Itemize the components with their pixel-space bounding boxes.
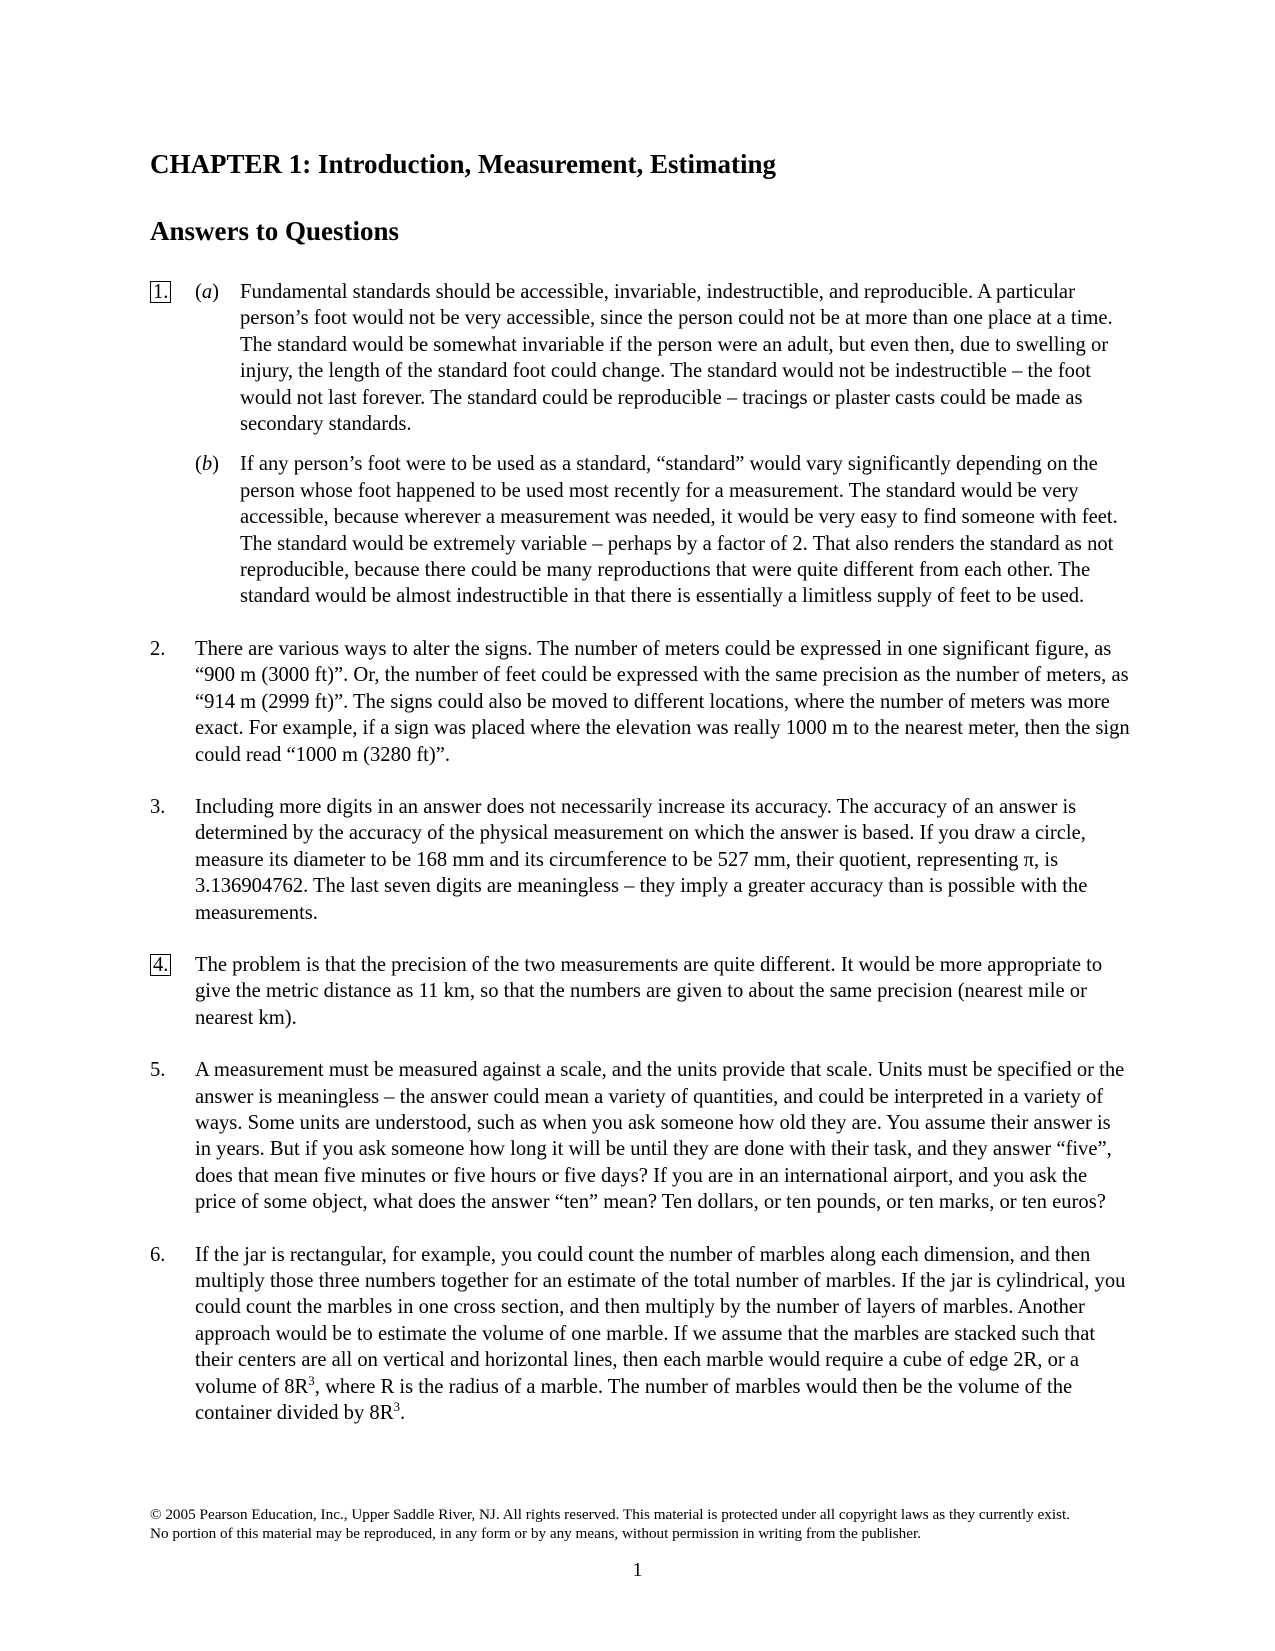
copyright-footer: © 2005 Pearson Education, Inc., Upper Saddle River, NJ. All rights reserved. This material is protected under all copyright laws as they currently exist. No portion of this material may be reproduced, in any form or by any means, without permission in writing from the publisher. — [150, 1506, 1070, 1543]
question-text: Including more digits in an answer does not necessarily increase its accuracy. The accuracy of an answer is determined by the accuracy of the physical measurement on which the answer is based. If you draw a circle, measure its diameter to be 168 mm and its circumference to be 527 mm, their quotient, representing π, is 3.136904762. The last seven digits are meaningless – they imply a greater accuracy than is possible with the measurements. — [195, 795, 1088, 924]
question-text: A measurement must be measured against a scale, and the units provide that scale. Units must be specified or the answer is meaningless – the answer could mean a variety of quantities, and could be interpreted in a variety of ways. Some units are understood, such as when you ask someone how old they are. You assume their answer is in years. But if you ask someone how long it will be until they are done with their task, and they answer “five”, does that mean five minutes or five hours or five days? If you are in an international airport, and you ask the price of some object, what does the answer “ten” mean? Ten dollars, or ten pounds, or ten marks, or ten euros? — [195, 1059, 1125, 1214]
question-3 — [150, 794, 1130, 926]
question-number — [150, 952, 190, 978]
part-label: (b) — [195, 453, 220, 476]
question-number: 5. — [150, 1059, 166, 1082]
question-text: The problem is that the precision of the two measurements are quite different. It would be more appropriate to give the metric distance as 11 km, so that the numbers are given to about the same precision (nearest mile or nearest km). — [195, 953, 1103, 1029]
section-title: Answers to Questions — [150, 216, 400, 246]
question-5 — [150, 1057, 1130, 1215]
text-segment: , where R is the radius of a marble. The number of marbles would then be the volume of the container divided by 8R — [195, 1375, 1073, 1425]
question-list — [150, 279, 1130, 1452]
part-text: If any person’s foot were to be used as a standard, “standard” would vary significantly depending on the person whose foot happened to be used most recently for a measurement. The standard would be very accessible, because wherever a measurement was needed, it would be very easy to find someone with feet. The standard would be extremely variable – perhaps by a factor of 2. That also renders the standard as not reproducible, because there could be many reproductions that were quite different from each other. The standard would be almost indestructible in that there is essentially a limitless supply of feet to be used. — [240, 453, 1118, 608]
part-letter: a — [201, 281, 213, 303]
question-1 — [150, 279, 1130, 610]
question-part-b — [195, 451, 1130, 609]
question-number — [150, 279, 190, 305]
question-text — [195, 1242, 1130, 1427]
text-segment: If the jar is rectangular, for example, you could count the number of marbles along each dimension, and then multiply those three numbers together for an estimate of the total number of marbles. If the jar is cylindrical, you could count the marbles in one cross section, and then multiply by the number of layers of marbles. Another approach would be to estimate the volume of one marble. If we assume that the marbles are stacked such that their centers are all on vertical and horizontal lines, then each marble would require a cube of edge 2R, or a volume of 8R — [195, 1243, 1126, 1398]
boxed-question-number: 1. — [150, 281, 171, 303]
question-number: 2. — [150, 637, 166, 660]
text-segment: . — [399, 1402, 406, 1425]
part-letter: b — [201, 453, 213, 476]
question-part-a — [195, 279, 1130, 437]
question-4 — [150, 952, 1130, 1031]
boxed-question-number: 4. — [150, 954, 171, 976]
question-number: 3. — [150, 795, 166, 818]
part-text: Fundamental standards should be accessible, invariable, indestructible, and reproducible. A particular person’s foot would not be very accessible, since the person could not be at more than one place at a time. The standard would be somewhat invariable if the person were an adult, but even then, due to swelling or injury, the length of the standard foot could change. The standard would not be indestructible – the foot would not last forever. The standard could be reproducible – tracings or plaster casts could be made as secondary standards. — [240, 281, 1113, 436]
chapter-title: CHAPTER 1: Introduction, Measurement, Estimating — [150, 149, 776, 179]
page-number: 1 — [632, 1559, 643, 1581]
question-text: There are various ways to alter the signs. The number of meters could be expressed in one significant figure, as “900 m (3000 ft)”. Or, the number of feet could be expressed with the same precision as the number of meters, as “914 m (2999 ft)”. The signs could also be moved to different locations, where the number of meters was more exact. For example, if a sign was placed where the elevation was really 1000 m to the nearest meter, then the sign could read “1000 m (3280 ft)”. — [195, 637, 1130, 766]
question-number: 6. — [150, 1243, 166, 1266]
part-label: (a) — [195, 281, 220, 303]
question-2 — [150, 636, 1130, 768]
question-6 — [150, 1242, 1130, 1427]
question-body — [195, 279, 1130, 610]
exponent: 3 — [393, 1399, 400, 1415]
exponent: 3 — [308, 1372, 315, 1388]
